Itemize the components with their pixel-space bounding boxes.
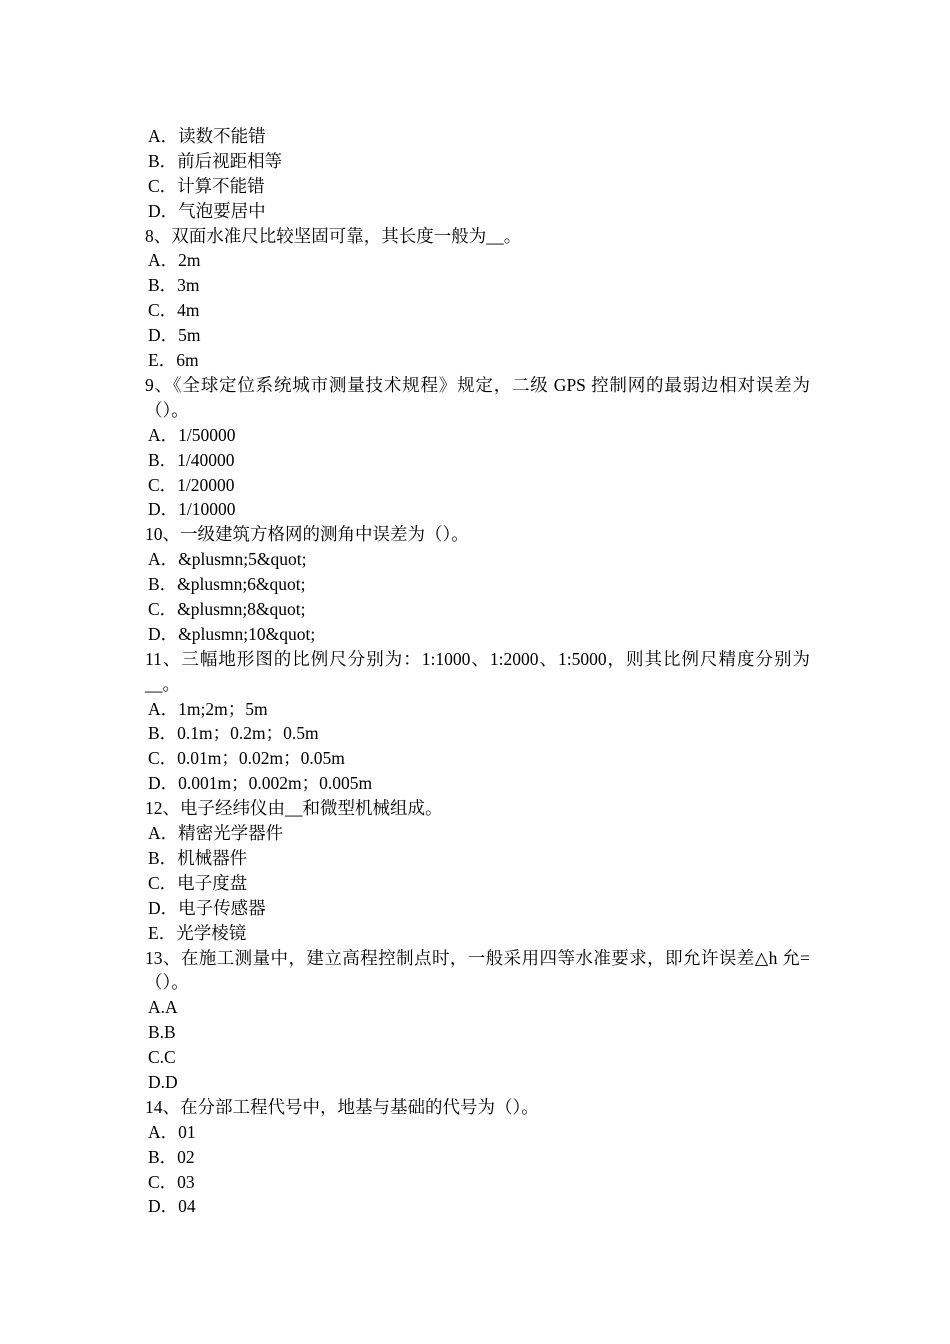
answer-option: A．01 — [148, 1121, 196, 1142]
answer-option: C．电子度盘 — [148, 872, 248, 893]
answer-option: A．精密光学器件 — [148, 823, 284, 844]
question-text: 14、在分部工程代号中，地基与基础的代号为（）。 — [145, 1096, 539, 1117]
question-text: 11、三幅地形图的比例尺分别为：1:1000、1:2000、1:5000，则其比例尺精度分别为__。 — [145, 648, 810, 694]
question-text: 9、《全球定位系统城市测量技术规程》规定，二级 GPS 控制网的最弱边相对误差为（）。 — [145, 374, 810, 420]
question-text: 12、电子经纬仪由__和微型机械组成。 — [145, 798, 443, 819]
answer-option: D．&plusmn;10&quot; — [148, 623, 316, 644]
answer-option: B．1/40000 — [148, 449, 235, 470]
answer-option: A.A — [148, 997, 178, 1018]
answer-option: C．计算不能错 — [148, 175, 265, 196]
answer-option: B．前后视距相等 — [148, 150, 283, 171]
answer-option: D．0.001m；0.002m；0.005m — [148, 773, 373, 794]
answer-option: D．气泡要居中 — [148, 200, 266, 221]
answer-option: E．6m — [148, 350, 199, 371]
answer-option: D．5m — [148, 325, 201, 346]
answer-option: C．&plusmn;8&quot; — [148, 598, 306, 619]
answer-option: B．&plusmn;6&quot; — [148, 574, 306, 595]
answer-option: B．机械器件 — [148, 847, 248, 868]
answer-option: D.D — [148, 1071, 178, 1092]
question-text: 8、双面水准尺比较坚固可靠，其长度一般为__。 — [145, 225, 522, 246]
answer-option: C．03 — [148, 1171, 195, 1192]
answer-option: A．1/50000 — [148, 424, 236, 445]
answer-option: A．2m — [148, 250, 201, 271]
answer-option: D．04 — [148, 1196, 196, 1217]
answer-option: C.C — [148, 1047, 176, 1068]
answer-option: B．0.1m；0.2m；0.5m — [148, 723, 319, 744]
answer-option: B．02 — [148, 1146, 195, 1167]
question-text: 10、一级建筑方格网的测角中误差为（）。 — [145, 524, 469, 545]
answer-option: C．0.01m；0.02m；0.05m — [148, 748, 345, 769]
answer-option: B.B — [148, 1022, 176, 1043]
answer-option: C．1/20000 — [148, 474, 235, 495]
question-text: 13、在施工测量中，建立高程控制点时，一般采用四等水准要求，即允许误差△h 允=（）。 — [145, 947, 810, 993]
answer-option: C．4m — [148, 300, 200, 321]
answer-option: E．光学棱镜 — [148, 922, 247, 943]
answer-option: D．电子传感器 — [148, 897, 266, 918]
answer-option: A．读数不能错 — [148, 126, 266, 146]
answer-option: B．3m — [148, 275, 200, 296]
document-page — [145, 124, 810, 1219]
answer-option: A．&plusmn;5&quot; — [148, 549, 307, 570]
answer-option: A．1m;2m；5m — [148, 698, 268, 719]
answer-option: D．1/10000 — [148, 499, 236, 520]
